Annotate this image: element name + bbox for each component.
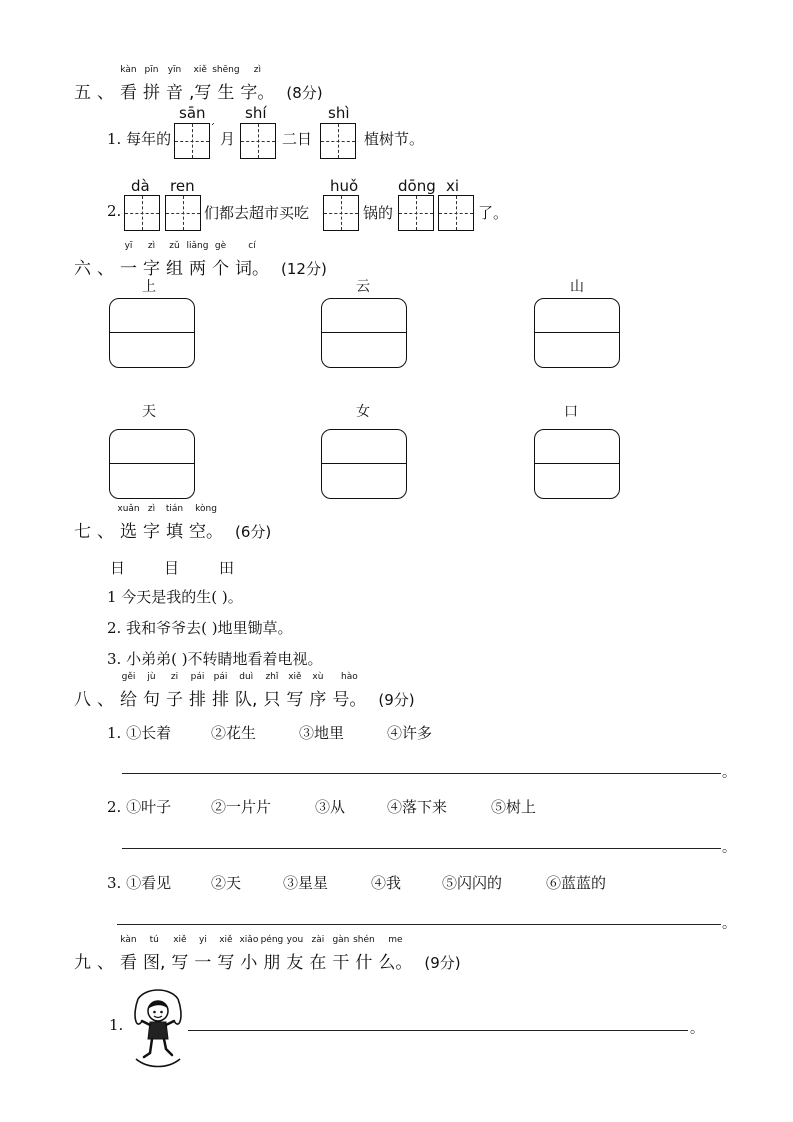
s8-title-char-1: 、 xyxy=(97,690,114,710)
s7-option-2: 目 xyxy=(164,559,180,577)
s8-q1-period: 。 xyxy=(722,765,736,781)
s9-q1-answer-line[interactable] xyxy=(188,1030,688,1031)
s9-title-char-10: 在 zài xyxy=(309,935,327,973)
s9-title-char-4: 写 xiě xyxy=(171,935,189,973)
s5-q2-box-2[interactable] xyxy=(165,195,201,231)
s9-title-pinyin-8: péng xyxy=(260,935,284,945)
s5-q1-mid1: 月 xyxy=(220,130,236,148)
s5-q2-pinyin-1: dà xyxy=(131,177,150,195)
s8-q3-item-2: ②天 xyxy=(211,874,242,892)
section-8-title xyxy=(74,672,415,710)
s9-title-char-2: 看 kàn xyxy=(120,935,137,973)
s8-q1-item-1: 1. ①长着 xyxy=(107,724,172,742)
s5-q1-pinyin-3: shì xyxy=(328,104,350,122)
s8-q2-period: 。 xyxy=(722,840,736,856)
s9-title-pinyin-4: xiě xyxy=(173,935,187,945)
s5-q2-box-4[interactable] xyxy=(398,195,434,231)
s5-title-char-1: 、 xyxy=(97,83,114,103)
s8-q1-answer-line[interactable] xyxy=(122,773,721,774)
s6-word-box-3[interactable] xyxy=(534,298,620,368)
s5-q1-box-4[interactable] xyxy=(320,123,356,159)
s8-title-char-5: 排 pái xyxy=(189,672,206,710)
s5-q2-box-5[interactable] xyxy=(438,195,474,231)
s6-title-char-1: 、 xyxy=(97,259,114,279)
s6-char-5: 女 xyxy=(356,404,370,420)
s5-q2-box-1[interactable] xyxy=(124,195,160,231)
s8-q3-item-3: ③星星 xyxy=(283,874,329,892)
s6-char-1: 上 xyxy=(142,279,156,295)
s6-word-box-5[interactable] xyxy=(321,429,407,499)
s8-q2-item-4: ④落下来 xyxy=(387,798,448,816)
s8-title-pinyin-5: pái xyxy=(190,672,205,682)
s5-title-char-4: 音 yīn xyxy=(166,65,183,103)
s5-q2-pinyin-4: dōng xyxy=(398,177,436,195)
s5-q1-end: 植树节。 xyxy=(364,130,425,148)
s6-word-box-1[interactable] xyxy=(109,298,195,368)
s8-q3-item-5: ⑤闪闪的 xyxy=(442,874,503,892)
s8-q1-item-4: ④许多 xyxy=(387,724,433,742)
s7-title-pinyin-5: kòng xyxy=(195,504,217,514)
s9-title-pinyin-12: shén xyxy=(353,935,375,945)
s5-title-char-0: 五 xyxy=(74,83,91,103)
s7-option-1: 日 xyxy=(110,559,126,577)
s5-q1-box-3[interactable] xyxy=(240,123,276,159)
s6-title-pinyin-2: yī xyxy=(124,241,133,251)
s9-title-char-11: 干 gàn xyxy=(332,935,350,973)
s9-q1-period: 。 xyxy=(690,1021,704,1037)
s6-char-4: 天 xyxy=(142,404,156,420)
s8-q3-answer-line[interactable] xyxy=(117,924,721,925)
s8-title-char-2: 给 gěi xyxy=(120,672,137,710)
s8-q1-item-2: ②花生 xyxy=(211,724,257,742)
s8-title-char-10: 序 xù xyxy=(309,672,327,710)
s9-title-pinyin-2: kàn xyxy=(120,935,137,945)
s7-title-char-2: 选 xuǎn xyxy=(117,504,140,542)
s5-title-char-7: 字。 zì xyxy=(240,65,275,103)
s8-title-pinyin-4: zi xyxy=(170,672,179,682)
s5-q1-pinyin-2: shí xyxy=(245,104,267,122)
s5-title-char-3: 拼 pīn xyxy=(143,65,160,103)
s8-title-pinyin-10: xù xyxy=(312,672,324,682)
section-5-title xyxy=(74,65,323,103)
s7-title-char-1: 、 xyxy=(97,522,114,542)
s9-title-char-5: 一 yi xyxy=(194,935,212,973)
s5-title-pinyin-7: zì xyxy=(253,65,262,75)
s6-title-char-2: 一 yī xyxy=(120,241,137,279)
s7-title-char-3: 字 zì xyxy=(143,504,160,542)
s6-score: (12分) xyxy=(281,260,327,278)
s5-score: (8分) xyxy=(286,84,323,102)
s9-title-pinyin-11: gàn xyxy=(332,935,350,945)
s5-title-pinyin-2: kàn xyxy=(120,65,137,75)
s8-title-char-11: 号。 hào xyxy=(332,672,367,710)
section-7-title xyxy=(74,504,272,542)
s6-title-char-6: 个 gè xyxy=(212,241,229,279)
s6-title-pinyin-6: gè xyxy=(214,241,227,251)
s9-title-pinyin-3: tú xyxy=(149,935,159,945)
s7-score: (6分) xyxy=(235,523,272,541)
s5-q2-prefix: 2. xyxy=(107,202,122,220)
s8-title-char-9: 写 xiě xyxy=(286,672,304,710)
s7-q2: 2. 我和爷爷去( )地里锄草。 xyxy=(107,619,293,637)
s8-title-pinyin-3: jù xyxy=(147,672,156,682)
s9-title-char-12: 什 shén xyxy=(353,935,375,973)
s5-q2-pinyin-2: ren xyxy=(170,177,195,195)
s9-title-char-13: 么。 me xyxy=(378,935,413,973)
s7-q1: 1 今天是我的生( )。 xyxy=(107,588,243,606)
s8-title-pinyin-6: pái xyxy=(213,672,228,682)
s5-q2-pinyin-3: huǒ xyxy=(330,177,359,195)
s5-q2-pinyin-5: xi xyxy=(446,177,460,195)
s6-title-pinyin-5: liǎng xyxy=(186,241,209,251)
s5-q2-end: 了。 xyxy=(478,204,509,222)
s8-title-pinyin-11: hào xyxy=(341,672,358,682)
s5-title-char-5: ,写 xiě xyxy=(189,65,212,103)
s5-title-pinyin-5: xiě xyxy=(193,65,207,75)
s9-title-char-6: 写 xiě xyxy=(217,935,235,973)
s5-q1-box-1[interactable] xyxy=(174,123,210,159)
s8-q3-item-6: ⑥蓝蓝的 xyxy=(546,874,607,892)
s5-q2-box-3[interactable] xyxy=(323,195,359,231)
s6-title-char-0: 六 xyxy=(74,259,91,279)
s9-title-pinyin-9: you xyxy=(286,935,304,945)
s5-q1-box-2[interactable] xyxy=(212,123,213,124)
s8-title-char-8: 只 zhǐ xyxy=(263,672,281,710)
jump-rope-child-illustration xyxy=(128,985,188,1069)
s5-title-pinyin-3: pīn xyxy=(144,65,159,75)
s9-q1-number: 1. xyxy=(109,1016,124,1034)
s5-q2-mid: 们都去超市买吃 xyxy=(204,204,310,222)
s8-q2-item-5: ⑤树上 xyxy=(491,798,537,816)
s9-title-pinyin-13: me xyxy=(388,935,403,945)
s8-q3-period: 。 xyxy=(722,916,736,932)
s8-q2-item-2: ②一片片 xyxy=(211,798,272,816)
s9-title-char-0: 九 xyxy=(74,953,91,973)
s8-title-char-0: 八 xyxy=(74,690,91,710)
s6-word-box-2[interactable] xyxy=(321,298,407,368)
s6-word-box-6[interactable] xyxy=(534,429,620,499)
s9-title-char-8: 朋 péng xyxy=(260,935,284,973)
s6-char-3: 山 xyxy=(570,279,584,295)
s7-title-pinyin-4: tián xyxy=(165,504,184,514)
s7-title-pinyin-3: zì xyxy=(147,504,156,514)
s5-title-pinyin-4: yīn xyxy=(167,65,182,75)
s5-q1-prefix: 1. 每年的 xyxy=(107,130,172,148)
s8-q3-item-4: ④我 xyxy=(371,874,402,892)
s7-option-3: 田 xyxy=(219,559,235,577)
s5-q2-mid2: 锅的 xyxy=(363,204,394,222)
s6-char-2: 云 xyxy=(356,279,370,295)
s9-title-char-9: 友 you xyxy=(286,935,304,973)
s8-title-pinyin-9: xiě xyxy=(288,672,302,682)
s9-title-pinyin-7: xiǎo xyxy=(239,935,259,945)
s5-q1-pinyin-1: sān xyxy=(179,104,206,122)
s8-q2-item-3: ③从 xyxy=(315,798,346,816)
s6-word-box-4[interactable] xyxy=(109,429,195,499)
s7-title-char-5: 空。 kòng xyxy=(189,504,223,542)
s6-title-pinyin-7: cí xyxy=(248,241,256,251)
s9-title-pinyin-6: xiě xyxy=(219,935,233,945)
s7-q3: 3. 小弟弟( )不转睛地看着电视。 xyxy=(107,650,323,668)
s6-char-6: 口 xyxy=(564,404,578,420)
s8-title-pinyin-8: zhǐ xyxy=(265,672,279,682)
s5-title-pinyin-6: shēng xyxy=(212,65,240,75)
s8-q2-answer-line[interactable] xyxy=(122,848,721,849)
s6-title-char-3: 字 zì xyxy=(143,241,160,279)
s8-title-char-3: 句 jù xyxy=(143,672,160,710)
section-6-title xyxy=(74,241,327,279)
s8-title-char-4: 子 zi xyxy=(166,672,183,710)
s8-title-pinyin-7: duì xyxy=(239,672,254,682)
s9-title-pinyin-5: yi xyxy=(198,935,207,945)
s5-title-char-6: 生 shēng xyxy=(212,65,240,103)
s7-title-pinyin-2: xuǎn xyxy=(117,504,140,514)
s8-title-char-7: 队, duì xyxy=(235,672,258,710)
s5-title-char-2: 看 kàn xyxy=(120,65,137,103)
s8-q1-item-3: ③地里 xyxy=(299,724,345,742)
s9-score: (9分) xyxy=(424,954,461,972)
s9-title-char-7: 小 xiǎo xyxy=(239,935,259,973)
s8-q2-item-1: 2. ①叶子 xyxy=(107,798,172,816)
s5-q1-mid2: 二日 xyxy=(282,130,313,148)
s6-title-char-7: 词。 cí xyxy=(235,241,269,279)
s7-title-char-0: 七 xyxy=(74,522,91,542)
s8-q3-item-1: 3. ①看见 xyxy=(107,874,172,892)
s8-title-char-6: 排 pái xyxy=(212,672,229,710)
s6-title-pinyin-3: zì xyxy=(147,241,156,251)
s8-score: (9分) xyxy=(378,691,415,709)
s7-title-char-4: 填 tián xyxy=(165,504,184,542)
s6-title-char-4: 组 zǔ xyxy=(166,241,183,279)
s9-title-char-1: 、 xyxy=(97,953,114,973)
s9-title-pinyin-10: zài xyxy=(311,935,325,945)
s9-title-char-3: 图, tú xyxy=(143,935,166,973)
s8-title-pinyin-2: gěi xyxy=(121,672,136,682)
s6-title-char-5: 两 liǎng xyxy=(186,241,209,279)
s6-title-pinyin-4: zǔ xyxy=(169,241,180,251)
section-9-title xyxy=(74,935,461,973)
